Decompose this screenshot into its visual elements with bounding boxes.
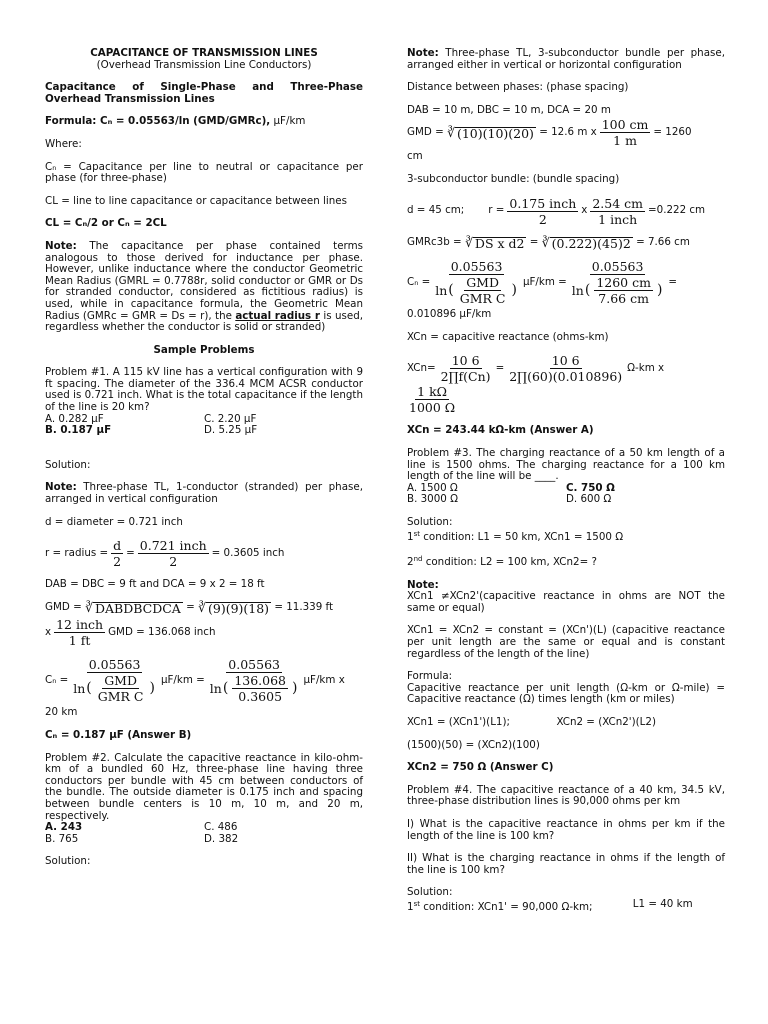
fraction-denominator: 2∏(60)(0.010896) xyxy=(509,369,623,385)
fraction xyxy=(433,260,520,305)
formula-unit: μF/km xyxy=(270,115,306,128)
unit-text: μF/km = xyxy=(522,275,567,288)
section-heading: Capacitance of Single-Phase and Three-Phase Overhead Transmission Lines xyxy=(45,81,363,105)
fraction xyxy=(407,385,457,414)
ordinal-suffix: nd xyxy=(413,555,423,564)
fraction-numerator: 0.05563 xyxy=(591,259,644,275)
choice-a: A. 1500 Ω xyxy=(407,481,458,494)
fraction xyxy=(458,276,508,305)
fraction-denominator: 2 xyxy=(538,211,547,227)
ln-expression: ln ( $\frac{\text{GMD}}{\text{GMR C}}$ ) xyxy=(73,673,155,705)
equals-sign: = xyxy=(186,601,195,614)
xcn1-formula: XCn1 = (XCn1')(L1); xyxy=(407,716,510,729)
note-label: Note: xyxy=(407,578,439,591)
fraction xyxy=(208,658,301,703)
formula-text: Capacitive reactance per unit length (Ω-km or Ω-mile) = Capacitive reactance (Ω) times length (km or miles) xyxy=(407,681,725,706)
note-text: XCn1 ≠XCn2'(capacitive reactance in ohms are NOT the same or equal) xyxy=(407,590,725,614)
gmrc-equation xyxy=(407,237,725,250)
gmd-mid: = 12.6 m x xyxy=(539,126,597,139)
problem-2-choices-row-2 xyxy=(45,834,363,846)
cube-root-icon: ∛ xyxy=(541,235,550,251)
ln-expression: ln ( $\frac{1260 cm}{7.66 cm}$ ) xyxy=(571,275,663,307)
left-column xyxy=(45,48,363,879)
times-sign: x xyxy=(581,204,588,217)
problem-2-choices-row-1 xyxy=(45,822,363,834)
note-text: Three-phase TL, 3-subconductor bundle per phase, arranged either in vertical or horizontal configuration xyxy=(407,47,725,71)
conversion-equation xyxy=(45,618,363,647)
ln-expression: ln ( $\frac{\text{GMD}}{\text{GMR C}}$ ) xyxy=(435,275,517,307)
equals-sign: = xyxy=(495,362,505,375)
ordinal-number: 2 xyxy=(407,556,414,569)
choice-a: A. 0.282 μF xyxy=(45,412,104,425)
choice-c: C. 2.20 μF xyxy=(204,412,257,425)
fraction-numerator: 0.721 inch xyxy=(139,538,207,554)
ln-expression: ln ( $\frac{136.068}{0.3605}$ ) xyxy=(209,673,298,705)
fraction-denominator: 7.66 cm xyxy=(598,291,649,307)
definition-cn: Cₙ = Capacitance per line to neutral or capacitance per phase (for three-phase) xyxy=(45,160,363,185)
fraction-denominator: 1 inch xyxy=(598,211,638,227)
diameter-line: d = diameter = 0.721 inch xyxy=(45,515,183,528)
ln-label: ln xyxy=(571,283,584,299)
fraction-numerator: 10 6 xyxy=(451,353,480,369)
fraction-numerator: GMD xyxy=(104,673,137,689)
fraction-numerator: 0.05563 xyxy=(228,657,280,673)
ordinal-number: 1 xyxy=(407,530,414,543)
equals-sign: = xyxy=(126,546,135,559)
condition-text: condition: L1 = 50 km, XCn1 = 1500 Ω xyxy=(419,530,624,543)
ordinal-suffix: st xyxy=(413,899,420,908)
radicand: DABDBCDCA xyxy=(94,600,181,616)
ln-label: ln xyxy=(435,283,448,299)
conversion-result: GMD = 136.068 inch xyxy=(108,626,216,639)
fraction-numerator: GMD xyxy=(466,275,499,291)
fraction xyxy=(507,354,624,383)
radius-prefix: r = radius = xyxy=(45,546,109,559)
problem-1-choices-row-2 xyxy=(45,425,363,437)
cube-root-icon: ∛ xyxy=(198,600,206,616)
cube-root-icon: ∛ xyxy=(446,125,455,141)
solution-note xyxy=(45,482,363,505)
where-label: Where: xyxy=(45,137,82,150)
radicand: DS x d2 xyxy=(474,235,525,251)
fraction-numerator: 0.05563 xyxy=(88,657,141,673)
fraction-denominator: GMR C xyxy=(459,291,506,307)
fraction xyxy=(54,618,105,647)
solution-label: Solution: xyxy=(407,515,453,528)
gmd-equation xyxy=(45,602,363,615)
sample-problems-heading: Sample Problems xyxy=(153,343,255,356)
formula-label: Formula: xyxy=(407,670,453,683)
fraction xyxy=(570,260,666,305)
formula-line xyxy=(45,116,363,128)
note-paragraph xyxy=(407,48,725,71)
radius-equation xyxy=(407,197,725,226)
fraction xyxy=(96,674,146,703)
cn-prefix: Cₙ = xyxy=(407,275,431,288)
question-1: I) What is the capacitive reactance in ohms per km if the length of the line is 100 km? xyxy=(407,818,725,842)
document-subtitle: (Overhead Transmission Line Conductors) xyxy=(96,58,312,71)
gmd-result: = 11.339 ft xyxy=(274,601,334,614)
radius-prefix: r = xyxy=(488,204,505,217)
fraction-numerator: 2.54 cm xyxy=(592,195,644,211)
radicand: (9)(9)(18) xyxy=(207,600,270,616)
formula-text: Formula: Cₙ = 0.05563/ln (GMD/GMRc), xyxy=(45,115,271,128)
fraction xyxy=(138,539,209,568)
fraction xyxy=(594,276,653,305)
answer-1: Cₙ = 0.187 μF (Answer B) xyxy=(45,729,192,741)
solution-label: Solution: xyxy=(45,855,91,868)
ln-label: ln xyxy=(73,681,86,697)
ordinal-number: 1 xyxy=(407,900,414,913)
fraction-denominator: 1 m xyxy=(613,133,637,149)
fraction-numerator: 0.175 inch xyxy=(509,195,577,211)
solution-note-label: Note: xyxy=(45,481,77,494)
fraction-numerator: 10 6 xyxy=(551,353,580,369)
unit-text: Ω-km x xyxy=(627,362,665,375)
problem-1-text: Problem #1. A 115 kV line has a vertical configuration with 9 ft spacing. The diameter of the 336.4 MCM ACSR conductor used is 0.721 inch. What is the total capacitance if the length of the line is 20 km? xyxy=(45,366,363,414)
problem-3-text: Problem #3. The charging reactance of a 50 km length of a line is 1500 ohms. The charging reactance for a 100 km length of the line will be ____. xyxy=(407,446,725,483)
ln-label: ln xyxy=(209,681,222,697)
choice-d: D. 5.25 μF xyxy=(204,424,258,437)
fraction-denominator: 1000 Ω xyxy=(409,400,456,416)
cube-root-icon: ∛ xyxy=(84,600,93,616)
note-emphasis: actual radius r xyxy=(235,309,320,322)
gmd-unit: cm xyxy=(407,150,423,163)
cube-root-icon: ∛ xyxy=(464,235,473,251)
fraction xyxy=(111,539,123,568)
fraction xyxy=(439,354,493,383)
note-label: Note: xyxy=(407,47,439,59)
capacitance-equation xyxy=(407,260,725,305)
equality-statement: XCn1 = XCn2 = constant = (XCn')(L) (capacitive reactance per unit length are the same or equal and is constant regardless of the length of the line) xyxy=(407,624,725,660)
radius-result: = 0.3605 inch xyxy=(211,546,285,559)
xcn-prefix: XCn= xyxy=(407,362,436,375)
choice-a: A. 243 xyxy=(45,821,83,834)
problem-3-choices-row-2 xyxy=(407,494,725,506)
right-column xyxy=(407,48,725,914)
choice-b: B. 0.187 μF xyxy=(45,424,112,437)
fraction-numerator: 136.068 xyxy=(234,673,287,689)
note-text-2: is used, regardless whether the conductor is solid or stranded) xyxy=(45,309,364,334)
choice-c: C. 486 xyxy=(204,821,238,834)
fraction-numerator: 100 cm xyxy=(601,117,649,133)
fraction-numerator: 1 kΩ xyxy=(417,384,448,400)
spacing-line: DAB = 10 m, DBC = 10 m, DCA = 20 m xyxy=(407,103,611,116)
choice-c: C. 750 Ω xyxy=(566,481,615,494)
gmd-result: = 1260 xyxy=(653,126,692,139)
d-line: d = 45 cm; xyxy=(407,204,465,217)
xcn2-formula: XCn2 = (XCn2')(L2) xyxy=(556,716,656,729)
reactance-definition: XCn = capacitive reactance (ohms-km) xyxy=(407,330,609,343)
answer-3: XCn2 = 750 Ω (Answer C) xyxy=(407,761,554,774)
reactance-formulas xyxy=(407,717,725,729)
fraction-denominator: GMR C xyxy=(97,689,144,705)
unit-text: μF/km x xyxy=(303,674,345,687)
fraction xyxy=(232,674,288,703)
fraction-numerator: 1260 cm xyxy=(596,275,651,291)
note-paragraph xyxy=(45,241,363,334)
equals-sign: = xyxy=(668,275,678,288)
times-sign: x xyxy=(45,626,52,639)
fraction-numerator: 12 inch xyxy=(56,617,104,633)
gmd-prefix: GMD = xyxy=(407,126,444,139)
fraction xyxy=(71,658,158,703)
gmd-equation xyxy=(407,118,725,147)
problem-4-text: Problem #4. The capacitive reactance of a 40 km, 34.5 kV, three-phase distribution lines is 90,000 ohms per km xyxy=(407,783,725,808)
calculation-line: (1500)(50) = (XCn2)(100) xyxy=(407,738,540,751)
fraction xyxy=(600,118,651,147)
capacitance-equation xyxy=(45,658,363,703)
note-label: Note: xyxy=(45,239,77,252)
radicand: (10)(10)(20) xyxy=(456,125,534,141)
problem-2-text: Problem #2. Calculate the capacitive reactance in kilo-ohm-km of a bundled 60 Hz, three-phase line having three conductors per bundle with 45 cm between conductors of the bundle. The outside diameter is 0.175 inch and spacing between bundle centers is 10 m, 10 m, and 20 m, respectively. xyxy=(45,751,363,822)
unit-text: μF/km = xyxy=(160,674,205,687)
choice-b: B. 765 xyxy=(45,832,79,845)
equals-sign: = xyxy=(529,236,539,249)
fraction-denominator: 2 xyxy=(169,554,178,570)
ordinal-suffix: st xyxy=(413,529,420,538)
cn-prefix: Cₙ = xyxy=(45,674,69,687)
reactance-equation xyxy=(407,354,725,383)
gmd-prefix: GMD = xyxy=(45,601,82,614)
solution-label: Solution: xyxy=(407,886,453,899)
fraction-denominator: 0.3605 xyxy=(238,689,283,705)
definition-cl: CL = line to line capacitance or capacitance between lines xyxy=(45,194,347,207)
gmrc-prefix: GMRc3b = xyxy=(407,236,462,249)
radicand: (0.222)(45)2 xyxy=(551,235,631,251)
kohm-conversion xyxy=(407,385,725,414)
condition-text-wrap xyxy=(407,899,633,914)
radius-result: =0.222 cm xyxy=(648,204,706,217)
bundle-spacing-heading: 3-subconductor bundle: (bundle spacing) xyxy=(407,172,620,185)
fraction-denominator: 1 ft xyxy=(68,633,91,649)
phase-spacing-heading: Distance between phases: (phase spacing) xyxy=(407,81,629,94)
question-2: II) What is the charging reactance in ohms if the length of the line is 100 km? xyxy=(407,852,725,876)
choice-d: D. 382 xyxy=(204,832,239,845)
condition-1-problem-4 xyxy=(407,899,725,914)
fraction-numerator: 0.05563 xyxy=(450,259,503,275)
condition-2 xyxy=(407,554,725,569)
solution-note-text: Three-phase TL, 1-conductor (stranded) per phase, arranged in vertical configuration xyxy=(45,481,363,506)
capacitance-result: 0.010896 μF/km xyxy=(407,308,492,321)
radius-equation xyxy=(45,539,363,568)
fraction-numerator: d xyxy=(113,538,122,554)
document-title: CAPACITANCE OF TRANSMISSION LINES xyxy=(90,47,318,59)
condition-text: condition: L2 = 100 km, XCn2= ? xyxy=(422,556,597,569)
answer-2: XCn = 243.44 kΩ-km (Answer A) xyxy=(407,424,594,437)
fraction xyxy=(507,197,578,226)
gmrc-result: = 7.66 cm xyxy=(636,236,690,249)
choice-d: D. 600 Ω xyxy=(566,493,612,506)
cl-formula: CL = Cₙ/2 or Cₙ = 2CL xyxy=(45,217,167,230)
solution-label: Solution: xyxy=(45,458,91,471)
fraction-denominator: 2 xyxy=(113,554,122,570)
length-value: L1 = 40 km xyxy=(632,897,693,910)
note-text-1: The capacitance per phase contained terms analogous to those derived for inductance per phase. However, unlike inductance where the conductor Geometric Mean Radius (GMRL = 0.7788r, solid conductor or GMR or Ds for stranded conductor, considered as fictitious radius) is used, while in capacitance formula, the Geometric Mean Radius (GMRc = GMR = Ds = r), the xyxy=(45,239,363,322)
condition-1 xyxy=(407,529,725,544)
fraction xyxy=(590,197,645,226)
fraction-denominator: 2∏f(Cn) xyxy=(440,369,491,385)
condition-text: condition: XCn1' = 90,000 Ω-km; xyxy=(419,900,593,913)
length-line: 20 km xyxy=(45,706,78,719)
choice-b: B. 3000 Ω xyxy=(407,493,458,506)
spacing-line: DAB = DBC = 9 ft and DCA = 9 x 2 = 18 ft xyxy=(45,578,265,591)
